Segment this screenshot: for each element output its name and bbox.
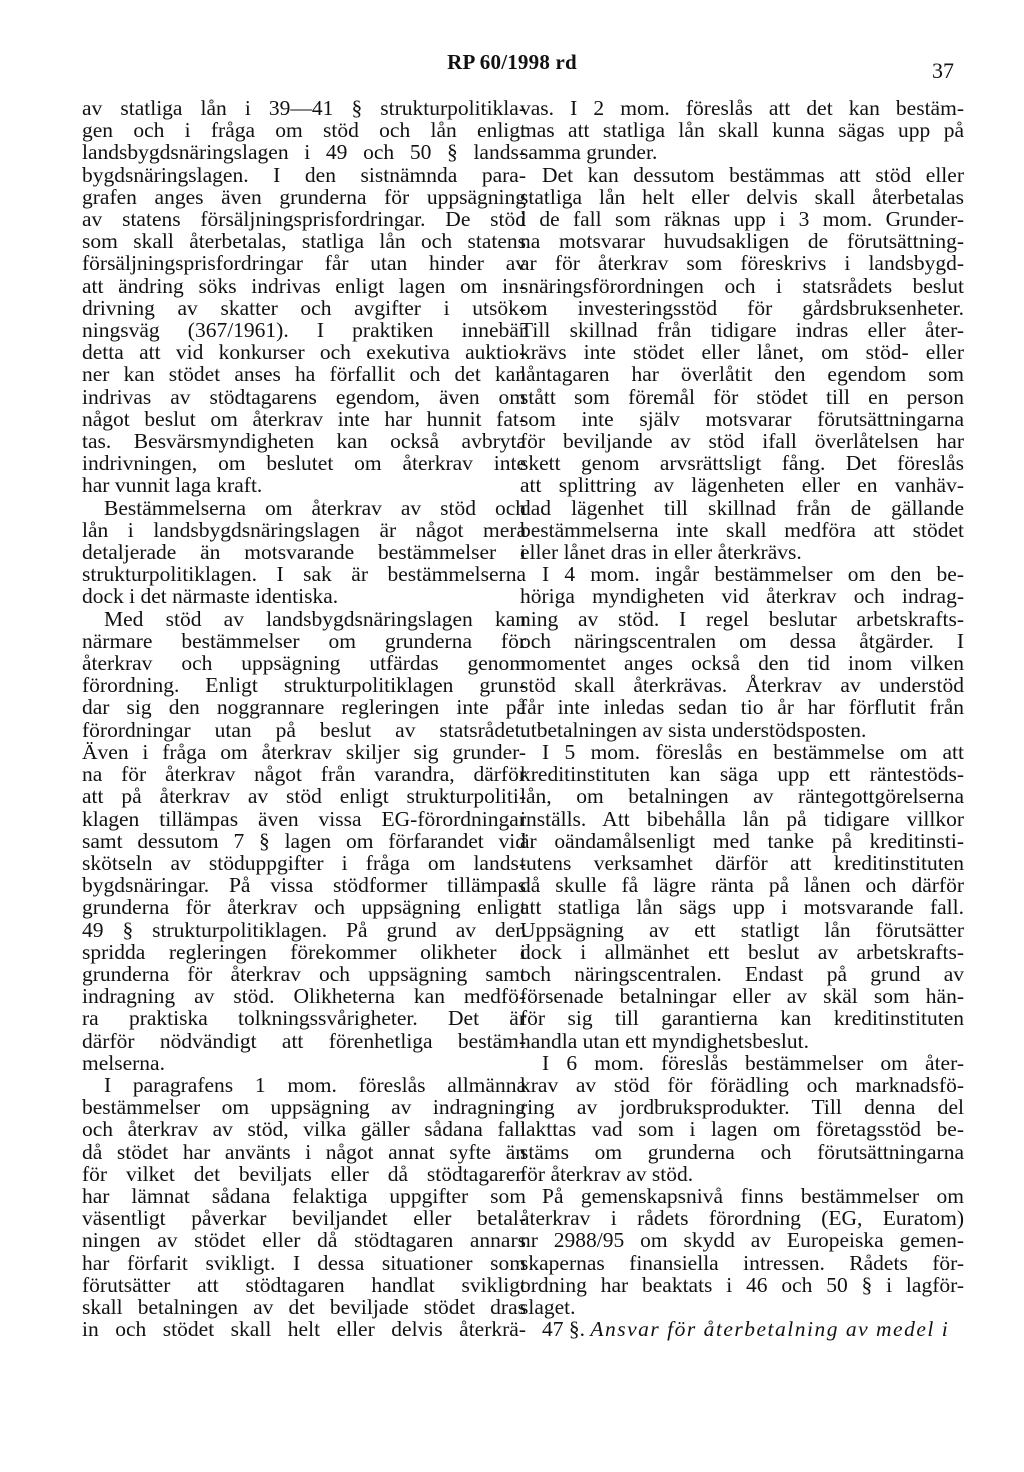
text-line: grafen anges även grunderna för uppsägning <box>82 184 526 209</box>
text-line: ordning har beaktats i 46 och 50 § i lagför- <box>520 1272 964 1297</box>
text-line: om investeringsstöd för gårdsbruksenheter. <box>520 295 964 320</box>
text-line: bygdsnäringar. På vissa stödformer tillämpas <box>82 873 526 898</box>
text-line: ningen av stödet eller då stödtagaren annars <box>82 1228 526 1253</box>
text-line: för sig till garantierna kan kreditinstituten <box>520 1006 964 1031</box>
text-line: dock i allmänhet ett beslut av arbetskrafts- <box>520 939 964 964</box>
text-line: momentet anges också den tid inom vilken <box>520 651 964 676</box>
text-line: na för återkrav något från varandra, därför <box>82 762 526 787</box>
text-line: av statliga lån i 39—41 § strukturpolitikla- <box>82 96 526 120</box>
section-heading-47 <box>520 1318 964 1340</box>
text-line: klagen tillämpas även vissa EG-förordningar <box>82 806 526 831</box>
text-line: har förfarit svikligt. I dessa situationer som <box>82 1250 526 1275</box>
text-line: får inte inledas sedan tio år har förflutit från <box>520 695 964 720</box>
text-line: bestämmelserna inte skall medföra att stödet <box>520 517 964 542</box>
text-line: förordning. Enligt strukturpolitiklagen grun- <box>82 673 526 698</box>
text-line: att splittring av lägenheten eller en vanhäv- <box>520 473 964 498</box>
text-line: 49 § strukturpolitiklagen. På grund av den <box>82 917 526 942</box>
text-line: På gemenskapsnivå finns bestämmelser om <box>542 1183 964 1208</box>
text-line: grunderna för återkrav och uppsägning enligt <box>82 895 526 920</box>
text-line: bestämmelser om uppsägning av indragning <box>82 1095 526 1120</box>
text-line: indragning av stöd. Olikheterna kan medfö- <box>82 984 526 1009</box>
text-line: strukturpolitiklagen. I sak är bestämmelserna <box>82 562 526 587</box>
text-line: att ändring söks indrivas enligt lagen om in- <box>82 273 526 298</box>
text-line: stått som föremål för stödet till en person <box>520 384 964 409</box>
text-line: att statliga lån sägs upp i motsvarande fall. <box>520 895 964 920</box>
text-line: indrivas av stödtagarens egendom, även om <box>82 384 526 409</box>
text-line: Uppsägning av ett statligt lån förutsätter <box>520 917 964 942</box>
text-line: skapernas finansiella intressen. Rådets för- <box>520 1250 964 1275</box>
text-line: tutens verksamhet därför att kreditinstituten <box>520 850 964 875</box>
text-line: landsbygdsnäringslagen i 49 och 50 § lands- <box>82 140 526 165</box>
text-line: stäms om grunderna och förutsättningarna <box>520 1139 964 1164</box>
text-line: mas att statliga lån skall kunna sägas upp på <box>520 118 964 143</box>
text-line: skett genom arvsrättsligt fång. Det föreslås <box>520 451 964 476</box>
text-line: lån, om betalningen av räntegottgörelserna <box>520 784 964 809</box>
text-line: i de fall som räknas upp i 3 mom. Grunder- <box>520 207 964 232</box>
text-line: dad lägenhet till skillnad från de gällande <box>520 495 964 520</box>
right-column-lines <box>520 97 964 1318</box>
text-line: kreditinstituten kan säga upp ett räntestöds- <box>520 762 964 787</box>
text-line: krävs inte stödet eller lånet, om stöd- eller <box>520 340 964 365</box>
section-number: 47 §. <box>542 1317 585 1342</box>
text-line: melserna. <box>82 1050 165 1075</box>
text-line: har lämnat sådana felaktiga uppgifter som <box>82 1183 526 1208</box>
text-line: spridda regleringen förekommer olikheter i <box>82 939 526 964</box>
text-line: höriga myndigheten vid återkrav och indrag- <box>520 584 964 609</box>
text-line: I 4 mom. ingår bestämmelser om den be- <box>542 562 964 587</box>
text-line: slaget. <box>520 1294 576 1319</box>
text-line: något beslut om återkrav inte har hunnit fat- <box>82 406 526 431</box>
text-line: för vilket det beviljats eller då stödtagaren <box>82 1161 526 1186</box>
text-line: utbetalningen av sista understödsposten. <box>520 717 867 742</box>
text-line: då skulle få lägre ränta på lånen och därför <box>520 873 964 898</box>
text-line: handla utan ett myndighetsbeslut. <box>520 1028 810 1053</box>
text-line: för beviljande av stöd ifall överlåtelsen har <box>520 429 964 454</box>
text-line: I paragrafens 1 mom. föreslås allmänna <box>104 1072 526 1097</box>
section-title: Ansvar för återbetalning av medel i <box>590 1317 950 1342</box>
text-line: som inte själv motsvarar förutsättningarna <box>520 406 964 431</box>
text-line: dock i det närmaste identiska. <box>82 584 339 609</box>
text-line: då stödet har använts i något annat syfte än <box>82 1139 526 1164</box>
text-line: som skall återbetalas, statliga lån och statens <box>82 229 526 254</box>
text-line: för återkrav av stöd. <box>520 1161 694 1186</box>
page-number: 37 <box>932 58 954 83</box>
text-line: lån i landsbygdsnäringslagen är något mera <box>82 517 526 542</box>
text-line: därför nödvändigt att förenhetliga bestäm- <box>82 1028 526 1053</box>
text-line: och näringscentralen. Endast på grund av <box>520 961 964 986</box>
text-line: dar sig den noggrannare regleringen inte på <box>82 695 526 720</box>
text-line: ar för återkrav som föreskrivs i landsbygd- <box>520 251 964 276</box>
text-line: samt dessutom 7 § lagen om förfarandet vid <box>82 828 526 853</box>
text-line: återkrav i rådets förordning (EG, Euratom) <box>520 1206 964 1231</box>
text-line: detaljerade än motsvarande bestämmelser i <box>82 540 526 565</box>
text-line: är oändamålsenligt med tanke på kreditinsti- <box>520 828 964 853</box>
text-line: låntagaren har överlåtit den egendom som <box>520 362 964 387</box>
text-line: samma grunder. <box>520 140 658 165</box>
left-text-column <box>82 97 526 1340</box>
text-line: ningsväg (367/1961). I praktiken innebär <box>82 318 526 343</box>
text-line: väsentligt påverkar beviljandet eller betal- <box>82 1206 526 1231</box>
right-text-column <box>520 97 964 1340</box>
text-line: har vunnit laga kraft. <box>82 473 263 498</box>
text-line: eller lånet dras in eller återkrävs. <box>520 540 802 565</box>
text-line: ring av jordbruksprodukter. Till denna del <box>520 1095 964 1120</box>
text-line: statliga lån helt eller delvis skall återbetalas <box>520 184 964 209</box>
text-line: skötseln av stöduppgifter i fråga om lands- <box>82 850 526 875</box>
text-line: tas. Besvärsmyndigheten kan också avbryta <box>82 429 526 454</box>
text-line: na motsvarar huvudsakligen de förutsättning- <box>520 229 964 254</box>
text-line: ra praktiska tolkningssvårigheter. Det är <box>82 1006 526 1031</box>
text-line: I 5 mom. föreslås en bestämmelse om att <box>542 739 964 764</box>
text-line: skall betalningen av det beviljade stödet dras <box>82 1294 526 1319</box>
text-line: bygdsnäringslagen. I den sistnämnda para- <box>82 162 526 187</box>
text-line: Det kan dessutom bestämmas att stöd eller <box>542 162 964 187</box>
text-line: vas. I 2 mom. föreslås att det kan bestäm- <box>520 96 964 120</box>
text-line: försäljningsprisfordringar får utan hinder av <box>82 251 526 276</box>
text-line: och återkrav av stöd, vilka gäller sådana fall <box>82 1117 526 1142</box>
text-line: stöd skall återkrävas. Återkrav av understöd <box>520 673 964 698</box>
text-line: Även i fråga om återkrav skiljer sig grunder- <box>82 739 526 764</box>
text-line: in och stödet skall helt eller delvis återkrä- <box>82 1317 526 1342</box>
text-line: Med stöd av landsbygdsnäringslagen kan <box>104 606 526 631</box>
text-line: krav av stöd för förädling och marknadsfö- <box>520 1072 964 1097</box>
text-line: detta att vid konkurser och exekutiva auktio- <box>82 340 526 365</box>
text-line: indrivningen, om beslutet om återkrav inte <box>82 451 526 476</box>
text-line: återkrav och uppsägning utfärdas genom <box>82 651 526 676</box>
text-line: förordningar utan på beslut av statsrådet. <box>82 717 526 742</box>
text-line: Bestämmelserna om återkrav av stöd och <box>104 495 526 520</box>
text-line: närmare bestämmelser om grunderna för <box>82 628 526 653</box>
text-line: grunderna för återkrav och uppsägning samt <box>82 961 526 986</box>
text-line: förutsätter att stödtagaren handlat svikligt <box>82 1272 526 1297</box>
text-line: iakttas vad som i lagen om företagsstöd be- <box>520 1117 964 1142</box>
text-line: av statens försäljningsprisfordringar. De stöd <box>82 207 526 232</box>
text-line: snäringsförordningen och i statsrådets beslut <box>520 273 964 298</box>
text-line: drivning av skatter och avgifter i utsök- <box>82 295 526 320</box>
text-line: försenade betalningar eller av skäl som hän- <box>520 984 964 1009</box>
text-line: gen och i fråga om stöd och lån enligt <box>82 118 526 143</box>
text-line: att på återkrav av stöd enligt strukturpoliti- <box>82 784 526 809</box>
text-line: och näringscentralen om dessa åtgärder. I <box>520 628 964 653</box>
text-line: nr 2988/95 om skydd av Europeiska gemen- <box>520 1228 964 1253</box>
page-header-title: RP 60/1998 rd <box>447 50 577 74</box>
text-line: I 6 mom. föreslås bestämmelser om åter- <box>542 1050 964 1075</box>
text-line: inställs. Att bibehålla lån på tidigare villkor <box>520 806 964 831</box>
text-line: ner kan stödet anses ha förfallit och det kan <box>82 362 526 387</box>
text-line: Till skillnad från tidigare indras eller åter- <box>520 318 964 343</box>
text-line: ning av stöd. I regel beslutar arbetskrafts- <box>520 606 964 631</box>
